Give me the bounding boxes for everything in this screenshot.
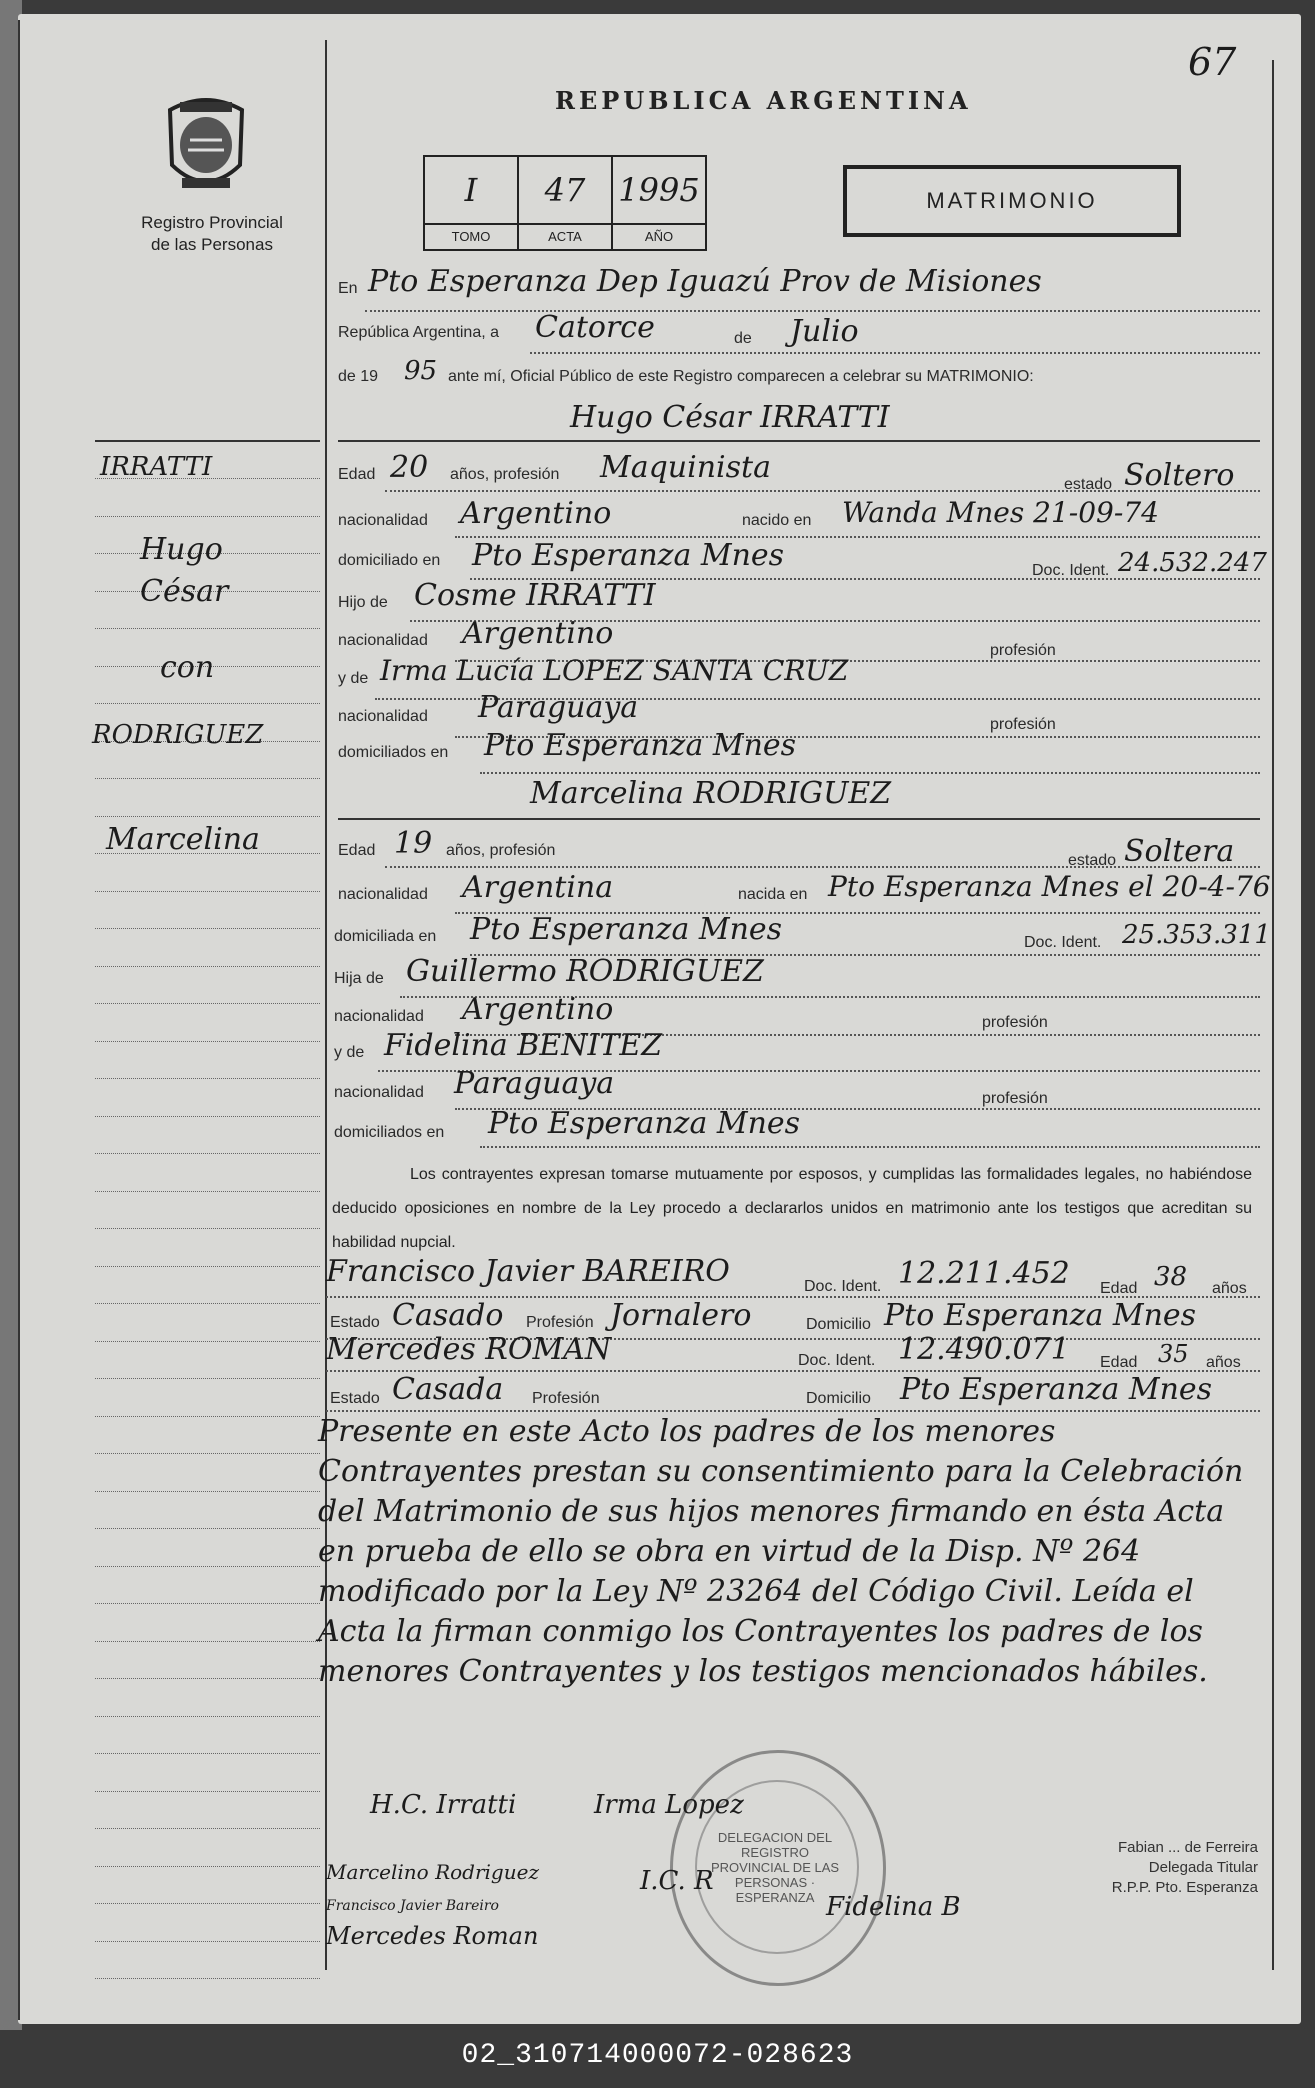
witness2-domicilio: Pto Esperanza Mnes [900,1372,1213,1407]
witness2-edad-label: Edad [1100,1354,1138,1371]
bride-doc-label: Doc. Ident. [1024,934,1102,951]
left-margin-line [95,1791,320,1792]
groom-edad-label: Edad [338,466,376,483]
witness2-edad: 35 [1158,1340,1189,1368]
bride-mother-profesion-label: profesión [982,1090,1048,1107]
left-margin-line [95,1116,320,1117]
left-margin-line [95,1828,320,1829]
bride-estado: Soltera [1124,834,1235,869]
signature-bride: Marcelino Rodriguez [326,1860,539,1884]
groom-mother-profesion-label: profesión [990,716,1056,733]
bride-domicilio: Pto Esperanza Mnes [470,912,783,947]
right-rule [1272,60,1274,1970]
witness1-estado-label: Estado [330,1314,380,1331]
declaration-text: Los contrayentes expresan tomarse mutuamente por esposos, y cumplidas las formalidades legales, no habiéndose deducido oposiciones en nombre de la Ley procedo a declararlos unidos en matrimonio ante los testigos que acreditan su habilidad nupcial. [332,1166,1252,1251]
margin-bride-surname: RODRIGUEZ [92,720,264,750]
witness1-profesion-label: Profesión [526,1314,594,1331]
groom-nacido-label: nacido en [742,512,812,529]
left-margin-line [95,1941,320,1942]
bride-mother: Fidelina BENITEZ [384,1028,663,1063]
left-margin-line [95,966,320,967]
bride-full-name: Marcelina RODRIGUEZ [530,776,892,811]
witness1-edad: 38 [1154,1262,1188,1292]
bride-domiciliada-label: domiciliada en [334,928,437,945]
witness2-doc-label: Doc. Ident. [798,1352,876,1369]
year-suffix-value: 95 [404,356,438,386]
republica-label: República Argentina, a [338,324,499,341]
left-margin-line [95,1978,320,1979]
left-margin-line [95,1566,320,1567]
groom-edad-line [385,490,1260,492]
witness1-anos-label: años [1212,1280,1247,1297]
place-value: Pto Esperanza Dep Iguazú Prov de Misiones [368,264,1042,299]
witness1-doc-label: Doc. Ident. [804,1278,882,1295]
groom-edad: 20 [390,450,429,485]
groom-nacionalidad-label: nacionalidad [338,512,428,529]
acta-value: 47 [544,171,586,209]
margin-groom-name2: César [140,574,229,609]
document-type: MATRIMONIO [843,165,1181,237]
bride-nacida: Pto Esperanza Mnes el 20-4-76 [828,870,1271,903]
left-margin-line [95,1191,320,1192]
bride-doc: 25.353.311 [1122,920,1271,950]
margin-con: con [160,650,215,685]
groom-nacionalidad: Argentino [460,496,612,531]
left-margin-line [95,1078,320,1079]
left-margin-line [95,1041,320,1042]
margin-groom-name1: Hugo [140,532,223,567]
registry-title: Registro Provincial de las Personas [141,213,283,254]
bride-father-nac-label: nacionalidad [334,1008,424,1025]
groom-mother-nac-label: nacionalidad [338,708,428,725]
witness1-domicilio-label: Domicilio [806,1316,871,1333]
groom-father-nac: Argentino [462,616,614,651]
bride-edad: 19 [394,826,433,861]
witness1-name: Francisco Javier BAREIRO [326,1254,730,1289]
witness1-domicilio: Pto Esperanza Mnes [884,1298,1197,1333]
left-margin-line [95,516,320,517]
place-line [365,310,1260,312]
groom-parents-dom-line [480,772,1260,774]
handwritten-notes: Presente en este Acto los padres de los menores Contrayentes prestan su consentimiento para la Celebración del Matrimonio de sus hijos menores firmando en ésta Acta en prueba de ello se obra en virtud de la Disp. Nº 264 modificado por la Ley Nº 23264 del Código Civil. Leída el Acta la firman conmigo los Contrayentes los padres de los menores Contrayentes y los testigos mencionados hábiles. [318,1414,1244,1689]
tomo-value: I [464,171,478,209]
bride-edad-label: Edad [338,842,376,859]
left-margin-line [95,1753,320,1754]
bride-mother-nac: Paraguaya [454,1066,615,1101]
signature-witness2: Mercedes Roman [326,1922,539,1950]
country-title: REPUBLICA ARGENTINA [555,86,972,115]
bride-name-line [338,818,1260,820]
groom-estado: Soltero [1124,458,1235,493]
groom-hijo-label: Hijo de [338,594,388,611]
groom-estado-label: estado [1064,476,1113,493]
bride-nacionalidad-label: nacionalidad [338,886,428,903]
bride-yde-label: y de [334,1044,365,1061]
en-label: En [338,280,358,297]
day-value: Catorce [535,310,655,345]
left-margin-line [95,1678,320,1679]
de-label: de [734,330,752,347]
witness1-edad-label: Edad [1100,1280,1138,1297]
left-margin-line [95,1228,320,1229]
bride-nacionalidad: Argentina [462,870,614,905]
bride-father-nac: Argentino [462,992,614,1027]
witness2-estado-label: Estado [330,1390,380,1407]
month-value: Julio [790,314,859,349]
groom-domiciliados-label: domiciliados en [338,744,449,761]
left-margin-line [95,1866,320,1867]
groom-mother-nac: Paraguaya [478,690,639,725]
left-margin-line [95,816,320,817]
groom-father: Cosme IRRATTI [414,578,656,613]
document-page [18,14,1301,2024]
left-edge-rule [18,20,20,2020]
left-margin-line [95,1003,320,1004]
witness1-estado: Casado [392,1298,504,1333]
stamp-text: DELEGACION DEL REGISTRO PROVINCIAL DE LAS PERSONAS · ESPERANZA [710,1830,840,1905]
coat-of-arms-icon [160,90,252,200]
groom-anos-profesion-label: años, profesión [450,466,560,483]
left-margin-line [95,1416,320,1417]
left-margin-line [95,1641,320,1642]
bride-hija-label: Hija de [334,970,384,987]
anio-value: 1995 [618,171,700,209]
witness2-doc: 12.490.071 [898,1332,1070,1367]
groom-parents-dom: Pto Esperanza Mnes [484,728,797,763]
date-line [530,352,1260,354]
left-margin-line [95,928,320,929]
witness2-anos-label: años [1206,1354,1241,1371]
witness2-domicilio-label: Domicilio [806,1390,871,1407]
left-margin-line [95,628,320,629]
bride-parents-dom: Pto Esperanza Mnes [488,1106,801,1141]
witness2-name: Mercedes ROMAN [326,1332,612,1367]
groom-profesion: Maquinista [600,450,771,485]
ceremony-statement: ante mí, Oficial Público de este Registro comparecen a celebrar su MATRIMONIO: [448,368,1034,385]
groom-father-nac-label: nacionalidad [338,632,428,649]
groom-domiciliado-label: domiciliado en [338,552,441,569]
year-prefix-label: de 19 [338,368,379,385]
signature-bride-father: I.C. R [640,1866,714,1896]
witness1-doc: 12.211.452 [898,1256,1070,1291]
signature-groom: H.C. Irratti [370,1790,517,1820]
signature-groom-mother: Irma Lopez [594,1790,744,1820]
tomo-label: TOMO [425,223,517,249]
signature-bride-mother: Fidelina B [826,1892,961,1922]
left-margin-line [95,1603,320,1604]
official-signature-block: Fabian ... de Ferreira Delegada Titular R.P.P. Pto. Esperanza [1111,1839,1258,1896]
page-number: 67 [1188,40,1237,84]
file-identifier: 02_310714000072-028623 [461,2040,854,2071]
left-margin-top-rule [95,440,320,442]
anio-label: AÑO [613,223,705,249]
groom-yde-label: y de [338,670,369,687]
bride-mother-nac-label: nacionalidad [334,1084,424,1101]
bride-anos-profesion-label: años, profesión [446,842,556,859]
left-margin-line [95,1453,320,1454]
left-margin-line [95,1341,320,1342]
bride-parents-dom-line [480,1146,1260,1148]
record-reference-box [423,155,707,251]
bride-estado-label: estado [1068,852,1117,869]
groom-doc: 24.532.247 [1118,548,1267,578]
witness1-profesion: Jornalero [610,1298,752,1333]
groom-name-line [338,440,1260,442]
groom-domicilio: Pto Esperanza Mnes [472,538,785,573]
margin-groom-surname: IRRATTI [100,452,213,482]
left-margin-line [95,703,320,704]
left-margin-line [95,1153,320,1154]
bride-edad-line [385,866,1260,868]
left-margin-line [95,1378,320,1379]
margin-bride-name: Marcelina [106,822,260,857]
witness2-profesion-label: Profesión [532,1390,600,1407]
bride-nacida-label: nacida en [738,886,808,903]
left-margin-line [95,1266,320,1267]
bride-domiciliados-label: domiciliados en [334,1124,445,1141]
bride-father-profesion-label: profesión [982,1014,1048,1031]
left-margin-line [95,778,320,779]
witness2-estado: Casada [392,1372,504,1407]
left-margin-line [95,1716,320,1717]
groom-full-name: Hugo César IRRATTI [570,400,890,435]
left-margin-line [95,1303,320,1304]
acta-label: ACTA [519,223,611,249]
groom-doc-label: Doc. Ident. [1032,562,1110,579]
left-margin-line [95,891,320,892]
bride-father: Guillermo RODRIGUEZ [406,954,764,989]
signature-witness1: Francisco Javier Bareiro [326,1898,499,1914]
left-margin-line [95,1528,320,1529]
groom-nacido: Wanda Mnes 21-09-74 [842,496,1159,529]
groom-father-profesion-label: profesión [990,642,1056,659]
left-margin-line [95,1491,320,1492]
groom-mother: Irma Lucía LOPEZ SANTA CRUZ [380,654,849,687]
left-margin-line [95,1903,320,1904]
